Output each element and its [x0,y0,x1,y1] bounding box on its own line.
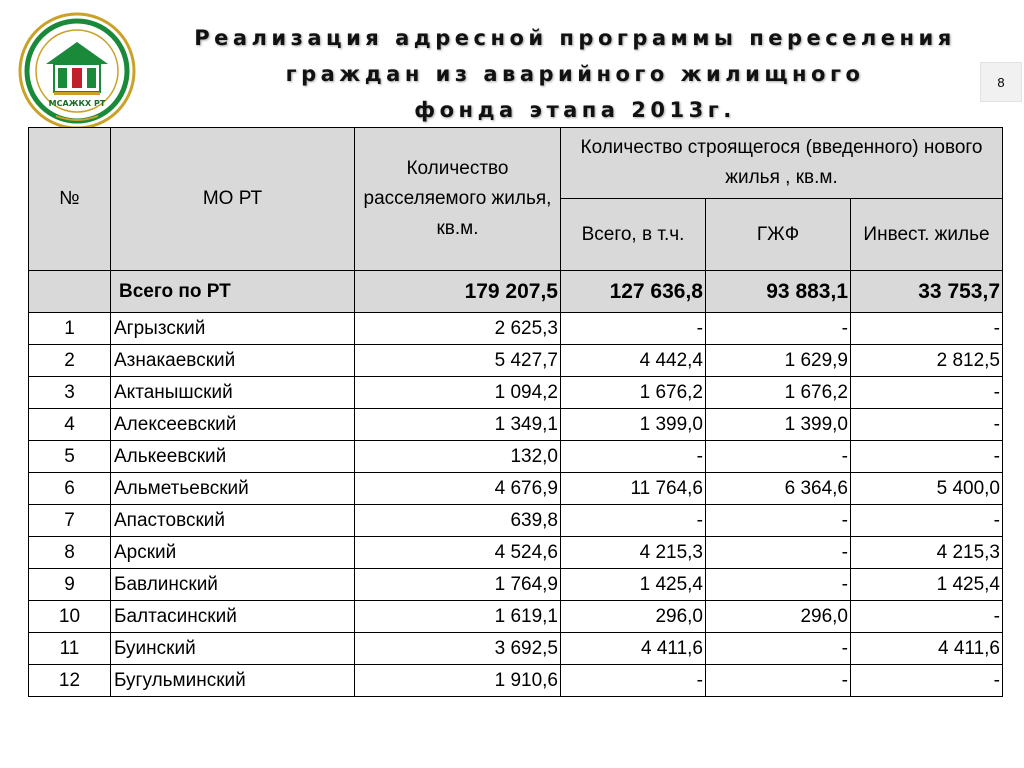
row-invest: - [851,377,1003,409]
row-name: Бугульминский [111,665,355,697]
row-resettled: 1 094,2 [355,377,561,409]
table-row [29,473,1003,505]
row-num: 10 [29,601,111,633]
header-num: № [29,128,111,271]
row-invest: - [851,601,1003,633]
row-invest: 2 812,5 [851,345,1003,377]
total-row [29,271,1003,313]
title-line-1: Реализация адресной программы переселения [194,26,956,50]
row-resettled: 1 349,1 [355,409,561,441]
row-num: 8 [29,537,111,569]
row-gzhf: - [706,313,851,345]
row-num: 12 [29,665,111,697]
row-new-total: - [561,505,706,537]
row-name: Арский [111,537,355,569]
row-gzhf: - [706,505,851,537]
row-resettled: 639,8 [355,505,561,537]
row-name: Буинский [111,633,355,665]
row-new-total: 4 215,3 [561,537,706,569]
row-num: 9 [29,569,111,601]
header-gzhf: ГЖФ [706,199,851,271]
header-mo: МО РТ [111,128,355,271]
row-invest: - [851,313,1003,345]
table-row [29,537,1003,569]
row-resettled: 2 625,3 [355,313,561,345]
row-num: 11 [29,633,111,665]
header-resettled: Количество расселяемого жилья, кв.м. [355,128,561,271]
row-invest: - [851,505,1003,537]
row-resettled: 5 427,7 [355,345,561,377]
resettlement-table [28,127,1003,697]
row-name: Азнакаевский [111,345,355,377]
logo-text: МСАЖКХ РТ [48,99,106,108]
table-row [29,665,1003,697]
row-gzhf: - [706,665,851,697]
row-new-total: - [561,441,706,473]
page-number: 8 [980,62,1022,102]
row-resettled: 4 676,9 [355,473,561,505]
row-gzhf: - [706,441,851,473]
row-num: 4 [29,409,111,441]
ministry-logo [18,12,136,130]
row-resettled: 1 910,6 [355,665,561,697]
row-gzhf: 6 364,6 [706,473,851,505]
row-new-total: - [561,665,706,697]
total-gzhf: 93 883,1 [706,271,851,313]
row-name: Агрызский [111,313,355,345]
total-resettled: 179 207,5 [355,271,561,313]
row-resettled: 1 619,1 [355,601,561,633]
table-row [29,569,1003,601]
row-name: Актанышский [111,377,355,409]
row-invest: 4 411,6 [851,633,1003,665]
row-resettled: 3 692,5 [355,633,561,665]
row-new-total: 4 411,6 [561,633,706,665]
total-invest: 33 753,7 [851,271,1003,313]
total-label: Всего по РТ [111,271,355,313]
row-num: 6 [29,473,111,505]
title-line-3: фонда этапа 2013г. [414,98,736,122]
table-row [29,377,1003,409]
row-name: Алькеевский [111,441,355,473]
row-num: 5 [29,441,111,473]
table-row [29,633,1003,665]
row-new-total: 4 442,4 [561,345,706,377]
table-row [29,601,1003,633]
row-new-total: - [561,313,706,345]
row-new-total: 11 764,6 [561,473,706,505]
table-row [29,505,1003,537]
row-new-total: 1 399,0 [561,409,706,441]
total-new: 127 636,8 [561,271,706,313]
row-new-total: 1 425,4 [561,569,706,601]
row-invest: - [851,409,1003,441]
row-gzhf: - [706,569,851,601]
row-invest: - [851,441,1003,473]
row-resettled: 1 764,9 [355,569,561,601]
row-resettled: 132,0 [355,441,561,473]
table-row [29,409,1003,441]
slide-title [150,20,1000,128]
row-num: 7 [29,505,111,537]
row-name: Бавлинский [111,569,355,601]
row-invest: 1 425,4 [851,569,1003,601]
row-num: 2 [29,345,111,377]
row-name: Альметьевский [111,473,355,505]
row-num: 1 [29,313,111,345]
row-name: Балтасинский [111,601,355,633]
header-new-housing: Количество строящегося (введенного) нового жилья , кв.м. [561,128,1003,199]
row-resettled: 4 524,6 [355,537,561,569]
row-gzhf: - [706,633,851,665]
row-invest: - [851,665,1003,697]
row-new-total: 296,0 [561,601,706,633]
header-invest: Инвест. жилье [851,199,1003,271]
table-row [29,345,1003,377]
row-gzhf: 1 676,2 [706,377,851,409]
row-num: 3 [29,377,111,409]
row-gzhf: 1 399,0 [706,409,851,441]
row-gzhf: - [706,537,851,569]
header-total: Всего, в т.ч. [561,199,706,271]
row-invest: 4 215,3 [851,537,1003,569]
row-invest: 5 400,0 [851,473,1003,505]
row-name: Апастовский [111,505,355,537]
total-num-cell [29,271,111,313]
row-new-total: 1 676,2 [561,377,706,409]
row-gzhf: 296,0 [706,601,851,633]
row-gzhf: 1 629,9 [706,345,851,377]
title-line-2: граждан из аварийного жилищного [285,62,865,86]
table-row [29,313,1003,345]
row-name: Алексеевский [111,409,355,441]
table-row [29,441,1003,473]
